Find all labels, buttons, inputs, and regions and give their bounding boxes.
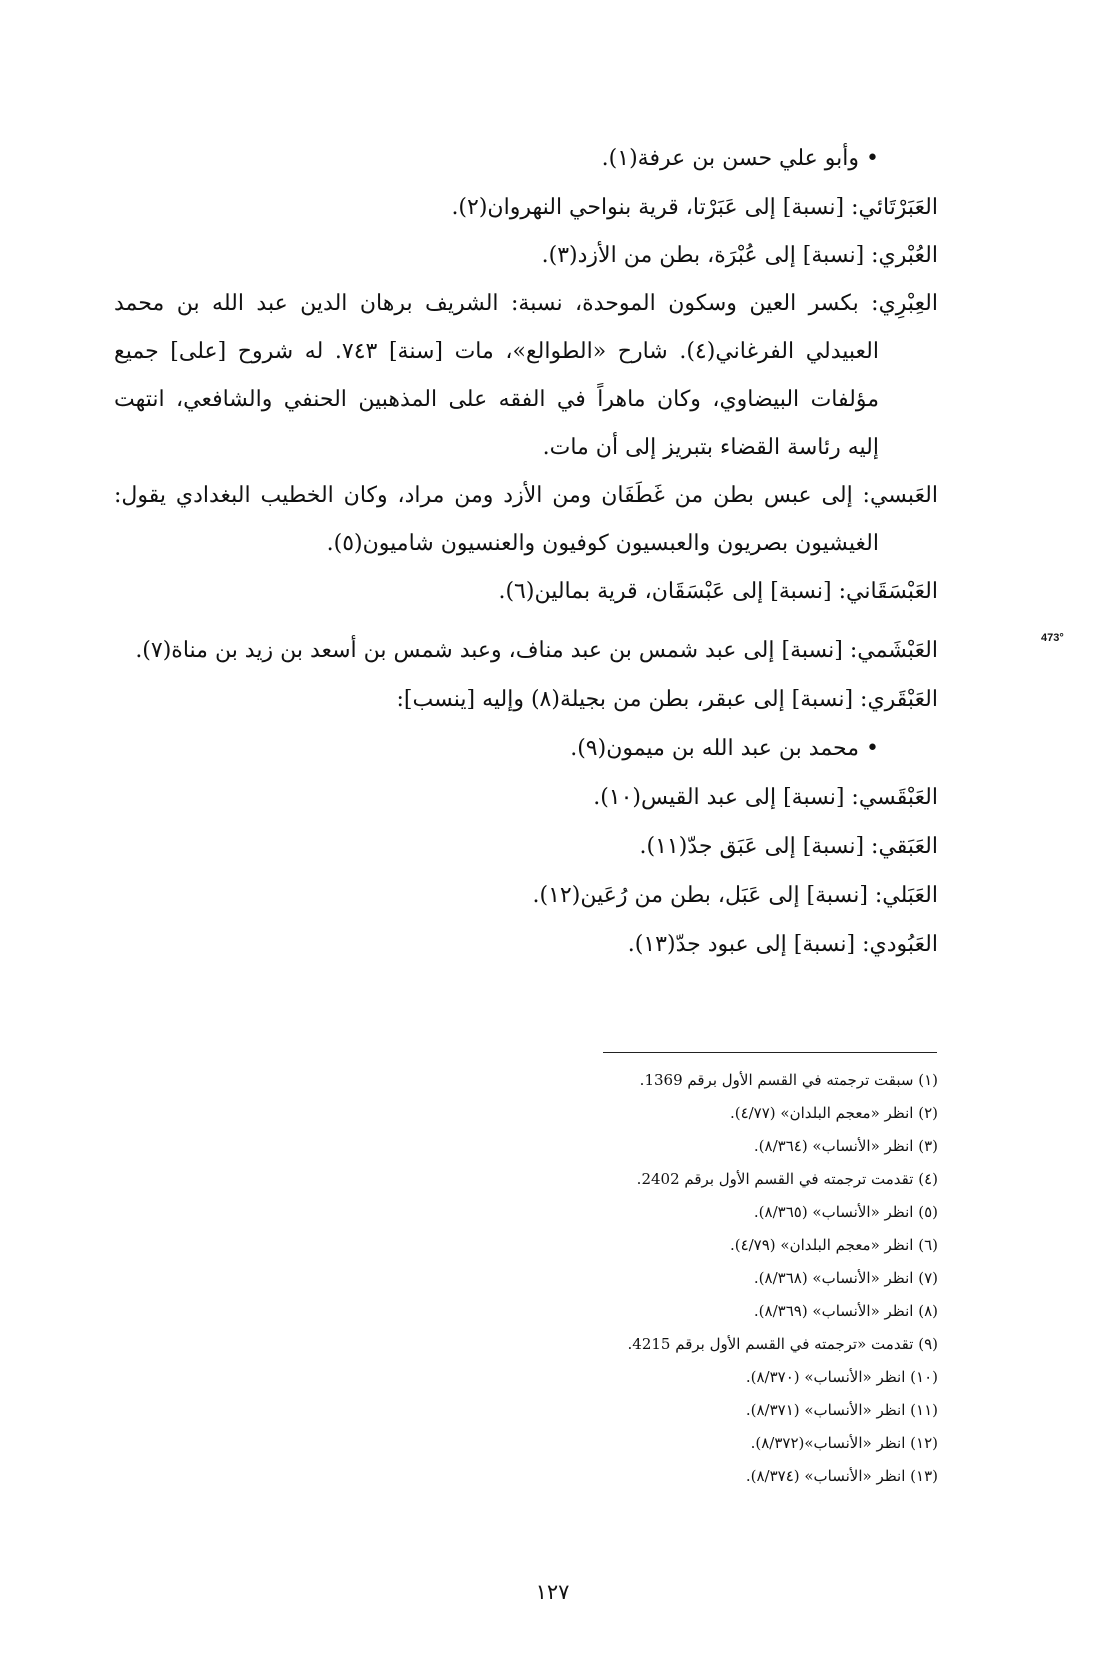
margin-number: 473° [1041, 632, 1064, 644]
entry-line: العَبسي: إلى عبس بطن من غَطَفَان ومن الأزد ومن مراد، وكان الخطيب البغدادي يقول: [114, 483, 938, 508]
entry-line: العُبْري: [نسبة] إلى عُبْرَة، بطن من الأزد(٣). [541, 243, 938, 268]
footnote: (١١) انظر «الأنساب» (٨/٣٧١). [745, 1401, 938, 1419]
footnote-separator [603, 1052, 937, 1053]
footnote: (٣) انظر «الأنساب» (٨/٣٦٤). [753, 1137, 938, 1155]
entry-line: إليه رئاسة القضاء بتبريز إلى أن مات. [542, 435, 879, 460]
footnote: (١٠) انظر «الأنساب» (٨/٣٧٠). [745, 1368, 938, 1386]
entry-line: العَبُودي: [نسبة] إلى عبود جدّ(١٣). [627, 932, 938, 957]
footnote: (٤) تقدمت ترجمته في القسم الأول برقم 2402. [636, 1170, 938, 1188]
entry-line: الغيشيون بصريون والعبسيون كوفيون والعنسيون شاميون(٥). [326, 531, 879, 556]
footnote: (٨) انظر «الأنساب» (٨/٣٦٩). [753, 1302, 938, 1320]
footnote: (١) سبقت ترجمته في القسم الأول برقم 1369. [639, 1071, 938, 1089]
entry-line: • محمد بن عبد الله بن ميمون(٩). [570, 736, 879, 761]
footnote: (٧) انظر «الأنساب» (٨/٣٦٨). [753, 1269, 938, 1287]
footnote: (٢) انظر «معجم البلدان» (٤/٧٧). [729, 1104, 938, 1122]
entry-line: العَبْقَسي: [نسبة] إلى عبد القيس(١٠). [593, 785, 938, 810]
footnote: (٩) تقدمت «ترجمته في القسم الأول برقم 4215. [627, 1335, 938, 1353]
entry-line: العَبَقي: [نسبة] إلى عَبَق جدّ(١١). [639, 834, 938, 859]
entry-line: العَبْقَري: [نسبة] إلى عبقر، بطن من بجيلة(٨) وإليه [ينسب]: [396, 687, 938, 712]
entry-line: العَبَلي: [نسبة] إلى عَبَل، بطن من رُعَين(١٢). [532, 883, 938, 908]
footnote: (١٣) انظر «الأنساب» (٨/٣٧٤). [745, 1467, 938, 1485]
footnote: (٥) انظر «الأنساب» (٨/٣٦٥). [753, 1203, 938, 1221]
entry-line: مؤلفات البيضاوي، وكان ماهراً في الفقه على المذهبين الحنفي والشافعي، انتهت [114, 387, 879, 412]
entry-line: العَبَرْتَائي: [نسبة] إلى عَبَرْتا، قرية بنواحي النهروان(٢). [451, 195, 938, 220]
entry-line: العَبْشَمي: [نسبة] إلى عبد شمس بن عبد مناف، وعبد شمس بن أسعد بن زيد بن مناة(٧). [135, 638, 938, 663]
entry-line: • وأبو علي حسن بن عرفة(١). [601, 146, 879, 171]
footnote: (٦) انظر «معجم البلدان» (٤/٧٩). [729, 1236, 938, 1254]
entry-line: العبيدلي الفرغاني(٤). شارح «الطوالع»، مات [سنة] ٧٤٣. له شروح [على] جميع [114, 339, 879, 364]
page-number: ١٢٧ [535, 1580, 570, 1604]
entry-line: العِبْرِي: بكسر العين وسكون الموحدة، نسبة: الشريف برهان الدين عبد الله بن محمد [114, 291, 938, 316]
entry-line: العَبْسَقَاني: [نسبة] إلى عَبْسَقَان، قرية بمالين(٦). [498, 579, 938, 604]
footnote: (١٢) انظر «الأنساب»(٨/٣٧٢). [750, 1434, 938, 1452]
